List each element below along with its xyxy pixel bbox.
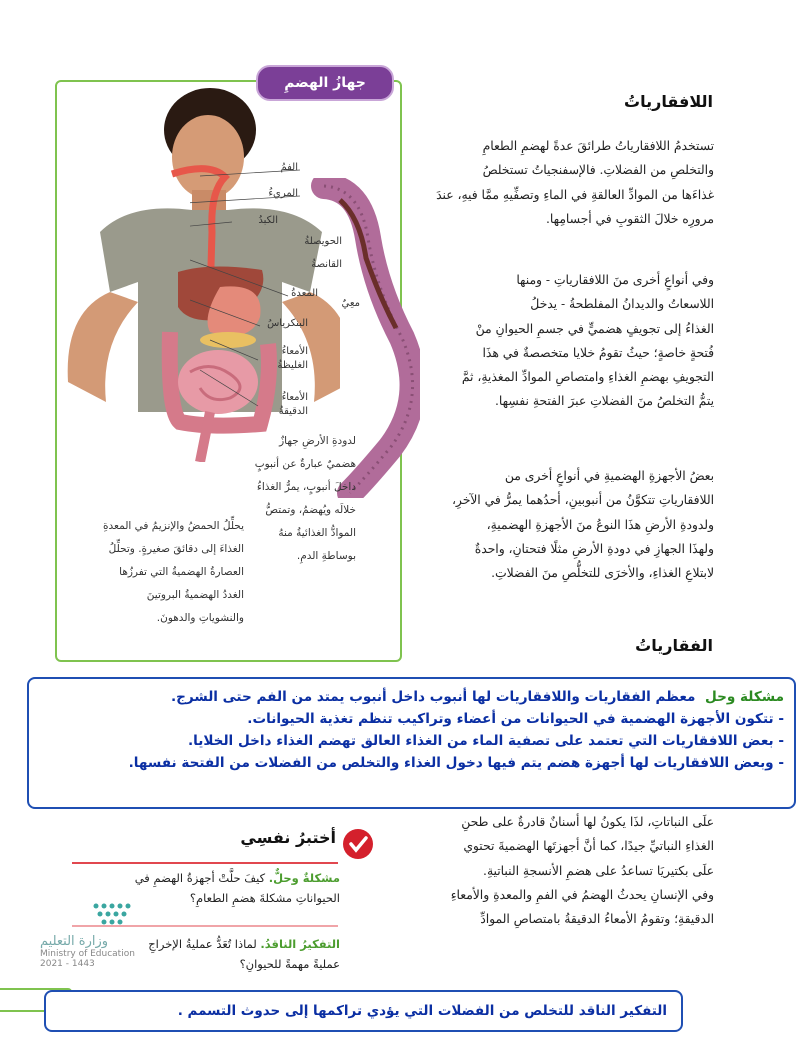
note-key: مشكلة وحل bbox=[704, 689, 784, 705]
ministry-year: 2021 - 1443 bbox=[40, 959, 95, 969]
text-line: تستخدمُ اللافقارياتُ طرائقَ عدةً لهضمِ الطعامِ bbox=[482, 139, 714, 153]
ministry-arabic: وزارة التعليم bbox=[40, 934, 109, 949]
note-line-1 bbox=[39, 686, 784, 708]
caption-line: الموادُّ الغذائيةُ منهُ bbox=[278, 527, 356, 539]
label-small-intestine-2: الدقيقةُ bbox=[278, 406, 308, 417]
critical-thinking-text: التفكير الناقد للتخلص من الفضلات التي يؤدي تراكمها إلى حدوث التسمم . bbox=[177, 1003, 667, 1019]
paragraph-3 bbox=[418, 464, 714, 585]
critical-thinking-note bbox=[44, 990, 683, 1032]
label-pancreas: البنكرياسُ bbox=[267, 318, 308, 329]
text-line: وفي أنواعٍ أخرى منَ اللافقارياتِ - ومنها bbox=[516, 273, 714, 287]
label-large-intestine-1: الأمعاءُ bbox=[281, 346, 308, 357]
label-esophagus: المريءُ bbox=[268, 188, 298, 199]
heading-invertebrates: اللافقارياتُ bbox=[624, 92, 713, 111]
ministry-english: Ministry of Education bbox=[40, 949, 135, 959]
question-key: التفكيرُ الناقدُ. bbox=[260, 937, 340, 951]
caption-line: داخلَ أنبوبٍ، يمرُّ الغذاءُ bbox=[256, 481, 356, 493]
caption-line: الغذاءَ إلى دقائقَ صغيرةٍ. وتحلِّلُ bbox=[108, 543, 244, 555]
text-line: علَى بكتيريَا تساعدُ على هضمِ الأنسجةِ النباتيةِ. bbox=[483, 863, 714, 878]
label-liver: الكبدُ bbox=[258, 215, 278, 226]
text-line: اللاسعاتُ والديدانُ المفلطحةُ - يدخلُ bbox=[530, 297, 714, 312]
text-line: الغذاءِ النباتيِّ جيدًا، كما أنَّ أجهزتَها الهضميةَ تحتوي bbox=[463, 839, 714, 854]
caption-line: لدودةِ الأرضِ جهازٌ bbox=[279, 435, 356, 447]
text-line: اللافقارياتِ تتكوَّنُ من أنبوبينِ، أحدُهما يمرُّ في الآخرِ، bbox=[451, 493, 714, 508]
label-gallbladder: الحويصلةُ bbox=[304, 236, 342, 247]
caption-line: الغددُ الهضميةُ البروتينَ bbox=[146, 589, 244, 601]
text-line: الغذاءُ إلى تجويفٍ هضميٍّ في جسمِ الحيوانِ منْ bbox=[475, 321, 714, 336]
worm-caption bbox=[250, 430, 356, 568]
caption-line: يحلِّلُ الحمضُ والإنزيمُ في المعدةِ bbox=[103, 520, 244, 532]
paragraph-2 bbox=[418, 268, 714, 414]
text-line: والتخلصِ من الفضلاتِ. فالإسفنجياتُ تستخلصُ bbox=[482, 163, 714, 178]
label-crop: القانصةُ bbox=[311, 259, 342, 270]
note-line-2: - تتكون الأجهزة الهضمية في الحيوانات من أعضاء وتراكيب تنظم تغذية الحيوانات. bbox=[247, 711, 784, 727]
ministry-logo bbox=[40, 900, 170, 969]
text-line: الدقيقةِ؛ وتقومُ الأمعاءُ الدقيقةُ بامتصاصِ الموادِّ bbox=[480, 912, 714, 927]
paragraph-1 bbox=[418, 134, 714, 231]
question-text: الحيواناتِ مشكلةَ هضمِ الطعامِ؟ bbox=[189, 891, 340, 905]
caption-line: هضميٌ عبارةٌ عن أنبوبٍ bbox=[254, 458, 356, 470]
problem-solution-note bbox=[27, 677, 796, 809]
text-line: وفي الإنسانِ يحدثُ الهضمُ في الفمِ والمعدةِ والأمعاءِ bbox=[450, 887, 714, 902]
text-line: يتمُّ التخلصُ منَ الفضلاتِ عبرَ الفتحةِ نفسِها. bbox=[494, 394, 714, 409]
label-mouth: الفمُ bbox=[280, 162, 298, 173]
checkmark-icon bbox=[343, 829, 373, 859]
text-line: ولدودةِ الأرضِ هذَا النوعُ منَ الأجهزةِ الهضميةِ، bbox=[486, 517, 714, 532]
text-line: فُتحةٍ خاصةٍ؛ حيثُ تقومُ خلايا متخصصةٌ في هذَا bbox=[482, 345, 714, 360]
question-text: عمليةً مهمةً للحيوانِ؟ bbox=[239, 957, 340, 971]
question-key: مشكلةٌ وحلٌّ. bbox=[268, 871, 340, 885]
caption-line: العصارةُ الهضميةُ التي تفرزُها bbox=[119, 566, 244, 578]
heading-vertebrates: الفقارياتُ bbox=[635, 636, 713, 655]
question-text: لماذا تُعَدُّ عمليةُ الإخراجِ bbox=[148, 937, 257, 951]
caption-line: بوساطةِ الدمِ. bbox=[296, 550, 356, 562]
label-stomach: المعدةُ bbox=[291, 288, 318, 299]
caption-line: خلالَه ويُهضمُ، وتمتصُّ bbox=[265, 504, 356, 516]
note-line-4: - وبعض اللافقاريات لها أجهزة هضم يتم فيها دخول الغذاء والتخلص من الفضلات من الفتحة نفسها. bbox=[128, 755, 784, 771]
question-text: كيفَ حلَّتْ أجهزةُ الهضمِ في bbox=[134, 871, 266, 885]
label-intestine: معِيٌ bbox=[341, 298, 360, 309]
label-small-intestine-1: الأمعاءُ bbox=[281, 392, 308, 403]
self-test-title: أختبرُ نفسِي bbox=[240, 828, 336, 847]
text-line: بعضُ الأجهزةِ الهضميةِ في أنواعٍ أخرى من bbox=[504, 469, 714, 483]
figure-title-tab: جهازُ الهضمِ bbox=[256, 65, 394, 101]
note-line-3: - بعض اللافقاريات التي تعتمد على تصفية الماء من الغذاء العالق تهضم الغذاء داخل الخلايا. bbox=[187, 733, 784, 749]
text-line: لابتلاعِ الغذاءِ، والأخرَى للتخلُّصِ منَ الفضلاتِ. bbox=[491, 566, 714, 581]
text-line: علَى النباتاتِ، لذَا يكونُ لها أسنانٌ قادرةٌ على طحنِ bbox=[461, 815, 714, 829]
text-line: ولهذَا الجهازِ في دودةِ الأرضِ مثلًا فتحتانِ، واحدةٌ bbox=[474, 541, 714, 556]
text-line: غذاءَها من الموادِّ العالقةِ في الماءِ وتصفِّيهِ ممَّا فيهِ، عندَ bbox=[436, 187, 714, 202]
caption-line: والنشوياتِ والدهونَ. bbox=[156, 612, 244, 624]
text-line: مرورِه خلالَ الثقوبِ في أجسامِها. bbox=[546, 211, 714, 226]
divider bbox=[72, 862, 338, 864]
label-leader-lines bbox=[190, 160, 330, 420]
ministry-dots-icon bbox=[90, 900, 150, 930]
paragraph-vertebrates bbox=[408, 810, 714, 931]
note-text: معظم الفقاريات واللافقاريات لها أنبوب داخل أنبوب يمتد من الفم حتى الشرج. bbox=[170, 689, 696, 705]
human-caption bbox=[62, 515, 244, 630]
label-large-intestine-2: الغليظةُ bbox=[277, 360, 308, 371]
text-line: التجويفِ بهضمِ الغذاءِ وامتصاصِ الموادِّ المغذيةِ، ثمَّ bbox=[461, 370, 714, 385]
